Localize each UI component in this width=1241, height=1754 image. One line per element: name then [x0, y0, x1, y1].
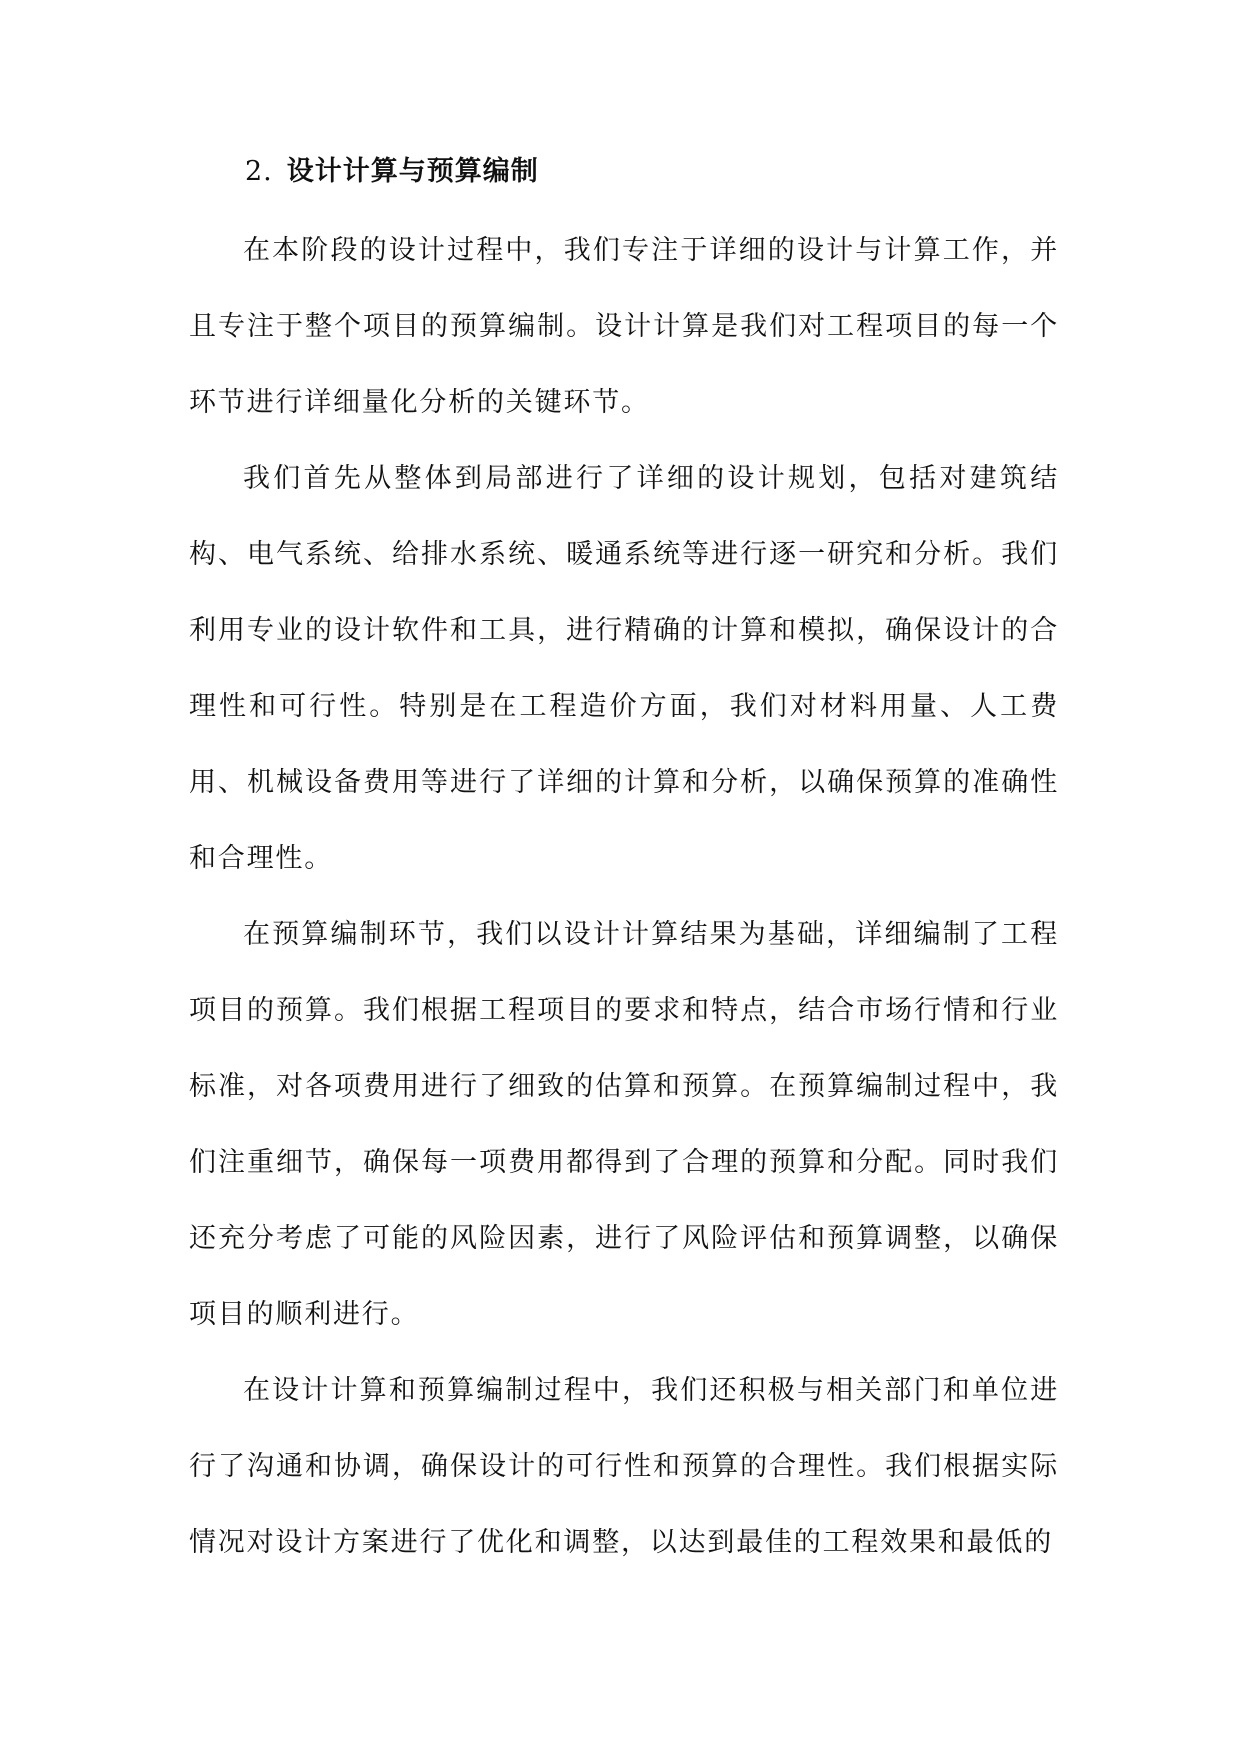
paragraph-3: 在预算编制环节，我们以设计计算结果为基础，详细编制了工程项目的预算。我们根据工程项目的要求和特点，结合市场行情和行业标准，对各项费用进行了细致的估算和预算。在预算编制过程中，我们注重细节，确保每一项费用都得到了合理的预算和分配。同时我们还充分考虑了可能的风险因素，进行了风险评估和预算调整，以确保项目的顺利进行。 — [189, 919, 1059, 1330]
section-title: 设计计算与预算编制 — [286, 156, 539, 187]
section-heading — [245, 150, 539, 194]
section-number: 2. — [245, 156, 273, 187]
paragraph-2: 我们首先从整体到局部进行了详细的设计规划，包括对建筑结构、电气系统、给排水系统、暖通系统等进行逐一研究和分析。我们利用专业的设计软件和工具，进行精确的计算和模拟，确保设计的合理性和可行性。特别是在工程造价方面，我们对材料用量、人工费用、机械设备费用等进行了详细的计算和分析，以确保预算的准确性和合理性。 — [189, 463, 1059, 874]
paragraph-1: 在本阶段的设计过程中，我们专注于详细的设计与计算工作，并且专注于整个项目的预算编制。设计计算是我们对工程项目的每一个环节进行详细量化分析的关键环节。 — [189, 235, 1059, 418]
body-text — [189, 213, 1059, 1581]
paragraph-4: 在设计计算和预算编制过程中，我们还积极与相关部门和单位进行了沟通和协调，确保设计的可行性和预算的合理性。我们根据实际情况对设计方案进行了优化和调整，以达到最佳的工程效果和最低的 — [189, 1375, 1059, 1558]
